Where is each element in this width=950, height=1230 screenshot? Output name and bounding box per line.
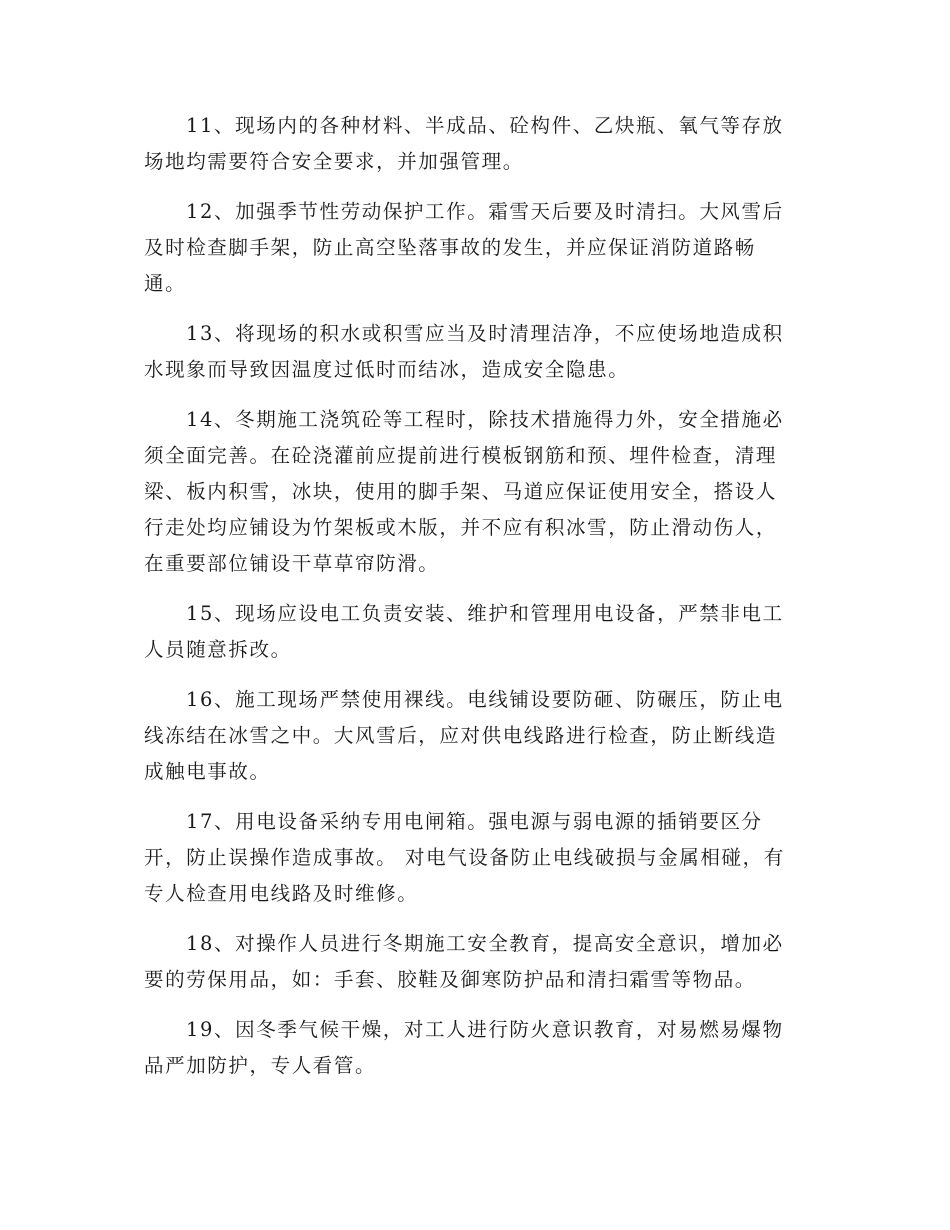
paragraph-line: 15、现场应设电工负责安装、维护和管理用电设备，严禁非电工 <box>186 602 784 625</box>
paragraph-line: 通。 <box>144 272 187 295</box>
paragraph-line: 14、冬期施工浇筑砼等工程时，除技术措施得力外，安全措施必 <box>186 408 784 431</box>
paragraph-line: 梁、板内积雪，冰块，使用的脚手架、马道应保证使用安全，搭设人 <box>144 480 778 503</box>
paragraph-line: 专人检查用电线路及时维修。 <box>144 882 419 905</box>
paragraph-line: 成触电事故。 <box>144 760 271 783</box>
paragraph-13 <box>144 316 816 388</box>
paragraph-line: 及时检查脚手架，防止高空坠落事故的发生，并应保证消防道路畅 <box>144 236 756 259</box>
paragraph-line: 线冻结在冰雪之中。大风雪后，应对供电线路进行检查，防止断线造 <box>144 724 778 747</box>
paragraph-line: 品严加防护，专人看管。 <box>144 1054 377 1077</box>
paragraph-16 <box>144 682 816 790</box>
paragraph-line: 须全面完善。在砼浇灌前应提前进行模板钢筋和预、埋件检查，清理 <box>144 444 778 467</box>
paragraph-line: 开，防止误操作造成事故。 对电气设备防止电线破损与金属相碰，有 <box>144 846 785 869</box>
paragraph-17 <box>144 804 816 912</box>
paragraph-12 <box>144 194 816 302</box>
paragraph-line: 行走处均应铺设为竹架板或木版，并不应有积冰雪，防止滑动伤人， <box>144 516 778 539</box>
paragraph-line: 要的劳保用品，如：手套、胶鞋及御寒防护品和清扫霜雪等物品。 <box>144 968 756 991</box>
paragraph-line: 18、对操作人员进行冬期施工安全教育，提高安全意识，增加必 <box>186 932 784 955</box>
paragraph-11 <box>144 108 816 180</box>
paragraph-15 <box>144 596 816 668</box>
paragraph-line: 12、加强季节性劳动保护工作。霜雪天后要及时清扫。大风雪后 <box>186 200 784 223</box>
paragraph-line: 16、施工现场严禁使用裸线。电线铺设要防砸、防碾压，防止电 <box>186 688 784 711</box>
paragraph-line: 人员随意拆改。 <box>144 638 292 661</box>
paragraph-line: 13、将现场的积水或积雪应当及时清理洁净，不应使场地造成积 <box>186 322 784 345</box>
paragraph-line: 在重要部位铺设干草草帘防滑。 <box>144 552 440 575</box>
paragraph-line: 17、用电设备采纳专用电闸箱。强电源与弱电源的插销要区分 <box>186 810 763 833</box>
paragraph-18 <box>144 926 816 998</box>
paragraph-14 <box>144 402 816 582</box>
document-body <box>144 108 816 1098</box>
paragraph-line: 场地均需要符合安全要求，并加强管理。 <box>144 150 524 173</box>
paragraph-line: 水现象而导致因温度过低时而结冰，造成安全隐患。 <box>144 358 630 381</box>
paragraph-line: 19、因冬季气候干燥，对工人进行防火意识教育，对易燃易爆物 <box>186 1018 784 1041</box>
paragraph-19 <box>144 1012 816 1084</box>
paragraph-line: 11、现场内的各种材料、半成品、砼构件、乙炔瓶、氧气等存放 <box>186 114 784 137</box>
